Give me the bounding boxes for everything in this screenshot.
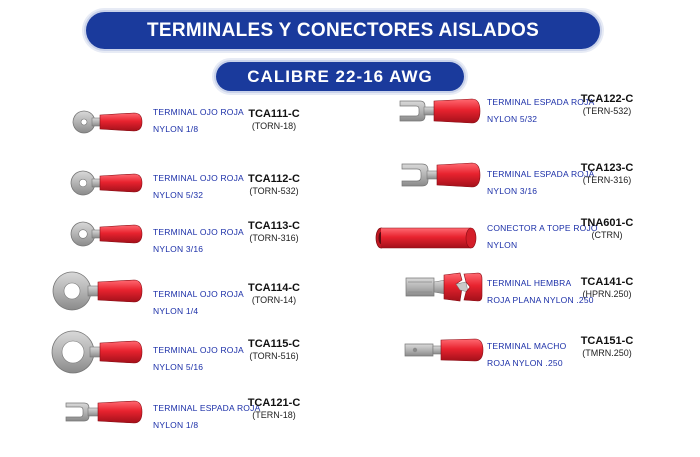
product-reference: (CTRN) [591,230,623,240]
product-code-block [246,220,302,244]
description-line: TERMINAL ESPADA ROJA [153,403,261,413]
description-line: TERMINAL OJO ROJA [153,107,244,117]
product-reference: (HPRN.250) [582,289,632,299]
product-reference: (TERN-18) [252,410,296,420]
product-code-block [578,93,636,117]
description-line: NYLON 3/16 [487,186,538,196]
product-reference: (TORN-14) [251,295,297,305]
description-line: NYLON 5/32 [153,190,204,200]
page-subtitle: CALIBRE 22-16 AWG [247,67,433,86]
product-code-block [246,338,302,362]
subtitle-banner [216,62,464,91]
description-line: TERMINAL ESPADA ROJA [487,97,595,107]
description-line: TERMINAL OJO ROJA [153,289,244,299]
product-code: TCA112-C [248,173,300,185]
product-code: TCA114-C [248,282,300,294]
description-line: NYLON 1/8 [153,420,199,430]
product-reference: (TERN-532) [582,106,632,116]
product-reference: (TMRN.250) [582,348,632,358]
product-code-block [578,335,636,359]
product-description [487,338,566,372]
product-description [153,286,244,320]
female-disconnect-icon [404,270,484,304]
description-line: TERMINAL OJO ROJA [153,345,244,355]
product-code: TCA122-C [580,93,634,105]
product-description [153,104,244,138]
product-description [153,170,244,204]
product-code-block [246,108,302,132]
product-code: TCA111-C [248,108,300,120]
product-reference: (TORN-532) [249,186,299,196]
product-description [153,342,244,376]
product-code: TCA141-C [580,276,634,288]
description-line: NYLON [487,240,518,250]
product-code: TNA601-C [580,217,634,229]
product-reference: (TORN-18) [251,121,297,131]
product-reference: (TORN-516) [249,351,299,361]
product-code: TCA123-C [580,162,634,174]
description-line: TERMINAL HEMBRA [487,278,572,288]
product-code: TCA113-C [248,220,300,232]
product-code: TCA151-C [580,335,634,347]
description-line: NYLON 5/16 [153,362,204,372]
product-code-block [246,397,302,421]
male-disconnect-icon [403,335,485,365]
description-line: ROJA PLANA NYLON .250 [487,295,594,305]
description-line: ROJA NYLON .250 [487,358,563,368]
description-line: TERMINAL ESPADA ROJA [487,169,595,179]
product-code-block [246,282,302,306]
description-line: CONECTOR A TOPE ROJO [487,223,598,233]
product-code: TCA115-C [248,338,300,350]
ring-terminal-icon [70,169,144,197]
title-banner [86,12,600,49]
description-line: NYLON 1/8 [153,124,199,134]
ring-terminal-icon [52,330,144,374]
description-line: NYLON 1/4 [153,306,199,316]
page-title: TERMINALES Y CONECTORES AISLADOS [146,20,540,41]
ring-terminal-icon [70,220,144,248]
product-reference: (TERN-316) [582,175,632,185]
product-reference: (TORN-316) [249,233,299,243]
product-description [153,224,244,258]
product-code-block [578,217,636,241]
product-code: TCA121-C [247,397,301,409]
spade-terminal-icon [64,397,144,427]
butt-connector-icon [373,224,483,252]
ring-terminal-icon [72,109,144,135]
description-line: TERMINAL OJO ROJA [153,173,244,183]
product-code-block [246,173,302,197]
spade-terminal-icon [398,95,482,127]
description-line: NYLON 3/16 [153,244,204,254]
product-code-block [578,276,636,300]
product-description [153,400,260,434]
description-line: TERMINAL OJO ROJA [153,227,244,237]
product-code-block [578,162,636,186]
description-line: NYLON 5/32 [487,114,538,124]
ring-terminal-icon [52,271,144,311]
description-line: TERMINAL MACHO [487,341,567,351]
spade-terminal-icon [400,159,482,191]
